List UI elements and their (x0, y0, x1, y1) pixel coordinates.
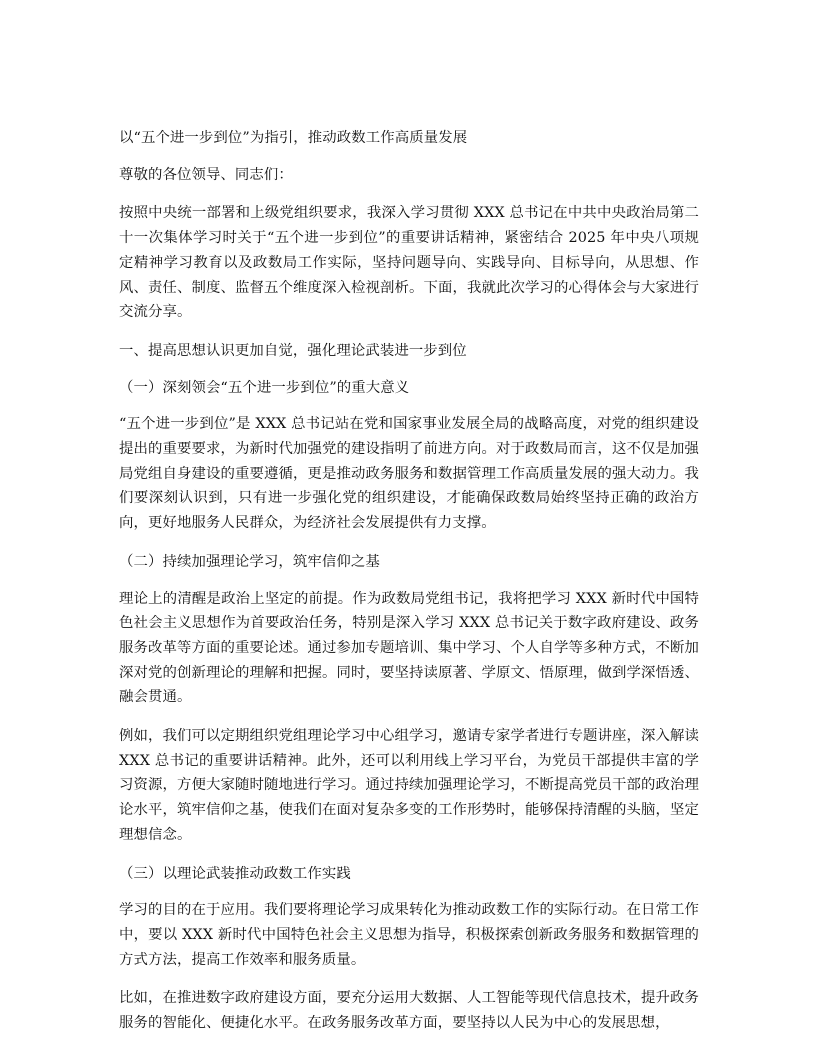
intro-paragraph: 按照中央统一部署和上级党组织要求，我深入学习贯彻 XXX 总书记在中共中央政治局第二十一次集体学习时关于“五个进一步到位”的重要讲话精神，紧密结合 2025 年中央八项规定精神学习教育以及政数局工作实际，坚持问题导向、实践导向、目标导向，从思想、作风、责任、制度、监督五个维度深入检视剖析。下面，我就此次学习的心得体会与大家进行交流分享。 (119, 205, 699, 321)
subsection-paragraph-2a: 理论上的清醒是政治上坚定的前提。作为政数局党组书记，我将把学习 XXX 新时代中国特色社会主义思想作为首要政治任务，特别是深入学习 XXX 总书记关于数字政府建设、政务服务改革等方面的重要论述。通过参加专题培训、集中学习、个人自学等多种方式，不断加深对党的创新理论的理解和把握。同时，要坚持读原著、学原文、悟原理，做到学深悟透、融会贯通。 (119, 590, 699, 706)
subsection-heading-2: （二）持续加强理论学习，筑牢信仰之基 (119, 553, 380, 570)
subsection-heading-1: （一）深刻领会“五个进一步到位”的重大意义 (119, 379, 410, 396)
subsection-paragraph-3b: 比如，在推进数字政府建设方面，要充分运用大数据、人工智能等现代信息技术，提升政务服务的智能化、便捷化水平。在政务服务改革方面，要坚持以人民为中心的发展思想， (119, 990, 699, 1032)
subsection-paragraph-1: “五个进一步到位”是 XXX 总书记站在党和国家事业发展全局的战略高度，对党的组织建设提出的重要要求，为新时代加强党的建设指明了前进方向。对于政数局而言，这不仅是加强局党组自身建设的重要遵循，更是推动政务服务和数据管理工作高质量发展的强大动力。我们要深刻认识到，只有进一步强化党的组织建设，才能确保政数局始终坚持正确的政治方向，更好地服务人民群众，为经济社会发展提供有力支撑。 (119, 416, 699, 532)
subsection-paragraph-2b: 例如，我们可以定期组织党组理论学习中心组学习，邀请专家学者进行专题讲座，深入解读 XXX 总书记的重要讲话精神。此外，还可以利用线上学习平台，为党员干部提供丰富的学习资源，方便大家随时随地进行学习。通过持续加强理论学习，不断提高党员干部的政治理论水平，筑牢信仰之基，使我们在面对复杂多变的工作形势时，能够保持清醒的头脑，坚定理想信念。 (119, 728, 699, 843)
subsection-paragraph-3a: 学习的目的在于应用。我们要将理论学习成果转化为推动政数工作的实际行动。在日常工作中，要以 XXX 新时代中国特色社会主义思想为指导，积极探索创新政务服务和数据管理的方式方法，提高工作效率和服务质量。 (119, 902, 699, 968)
subsection-heading-3: （三）以理论武装推动政数工作实践 (119, 865, 351, 882)
document-page (119, 126, 699, 1050)
document-title: 以“五个进一步到位”为指引，推动政数工作高质量发展 (119, 130, 468, 146)
salutation: 尊敬的各位领导、同志们： (119, 166, 293, 183)
section-heading-1: 一、提高思想认识更加自觉，强化理论武装进一步到位 (119, 342, 467, 359)
